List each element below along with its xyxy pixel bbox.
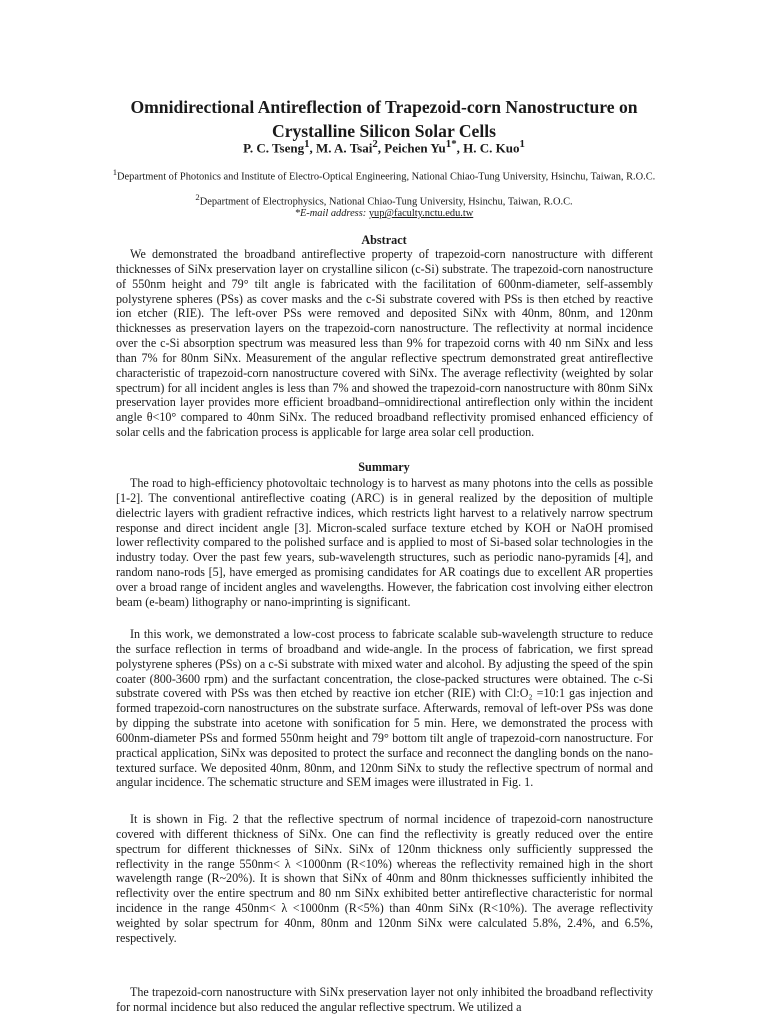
abstract-heading: Abstract bbox=[361, 233, 407, 247]
author-name: H. C. Kuo bbox=[463, 140, 520, 156]
author-name: M. A. Tsai bbox=[315, 140, 373, 156]
author-name: Peichen Yu bbox=[384, 140, 446, 156]
author-affiliation-mark: 2 bbox=[372, 138, 378, 150]
affiliation-mark: 1 bbox=[112, 167, 118, 177]
author-name: P. C. Tseng bbox=[243, 140, 305, 156]
affiliation-2 bbox=[110, 191, 658, 208]
author-affiliation-mark: 1 bbox=[519, 138, 525, 150]
summary-paragraph: In this work, we demonstrated a low-cost process to fabricate scalable sub-wavelength structure to reduce the surface reflection in terms of broadband and wide-angle. In the process of fabrication, we first spread polystyrene spheres (PSs) on a c-Si substrate with mixed water and alcohol. By adjusting the speed of the spin coater (800-3600 rpm) and the surfactant concentration, the close-packed structures were obtained. The c-Si substrate covered with PSs was then etched by reactive ion etcher (RIE) with Cl:O₂ =10:1 gas injection and formed trapezoid-corn nanostructures on the substrate surface. Afterwards, removal of left-over PSs was done by dipping the substrate into acetone with sonification for 5 min. Here, we demonstrated the process with 600nm-diameter PSs and formed 550nm height and 79° bottom tilt angle of trapezoid-corn nanostructure. For practical application, SiNx was deposited to protect the surface and reconnect the dangling bonds on the nano-textured surface. We deposited 40nm, 80nm, and 120nm SiNx to study the reflective spectrum of normal and angular incidence. The schematic structure and SEM images were illustrated in Fig. 1. bbox=[116, 627, 653, 790]
affiliation-mark: 2 bbox=[195, 192, 200, 202]
email-label: *E-mail address: bbox=[294, 208, 367, 219]
paper-title: Omnidirectional Antireflection of Trapezoid-corn Nanostructure on Crystalline Silicon Solar Cells bbox=[130, 97, 638, 141]
summary-paragraph: The trapezoid-corn nanostructure with SiNx preservation layer not only inhibited the broadband reflectivity for normal incidence but also reduced the angular reflective spectrum. We utilized a bbox=[116, 985, 653, 1014]
author-list: P. C. Tseng$^1$, M. A. Tsai$^2$, Peichen $Yu^{1*}$, H. C. Kuo$^1$ bbox=[243, 138, 525, 156]
email-line bbox=[110, 207, 658, 220]
summary-paragraph: It is shown in Fig. 2 that the reflective spectrum of normal incidence of trapezoid-corn nanostructure covered with different thickness of SiNx. One can find the reflectivity is greatly reduced over the entire spectrum for different thicknesses of SiNx. SiNx of 120nm thickness only sufficiently suppressed the reflectivity in the range 550nm< λ <1000nm (R<10%) whereas the reflectivity remained high in the short wavelength range (R~20%). It is shown that SiNx of 40nm and 80nm thicknesses sufficiently inhibited the reflectivity over the entire spectrum and 80 nm SiNx exhibited better antireflective characteristic for normal incidence in the range 450nm< λ <1000nm (R<5%) than 40nm SiNx (R<10%). The average reflectivity weighted by solar spectrum for 40nm, 80nm and 120nm SiNx were calculated 5.8%, 2.4%, and 6.5%, respectively. bbox=[116, 812, 653, 945]
affiliation-text: Department of Electrophysics, National Chiao-Tung University, Hsinchu, Taiwan, R.O.C. bbox=[199, 196, 573, 208]
author-affiliation-mark: 1* bbox=[445, 138, 457, 150]
email-link[interactable]: yup@faculty.nctu.edu.tw bbox=[368, 208, 474, 219]
summary-paragraph: The road to high-efficiency photovoltaic technology is to harvest as many photons into the cells as possible [1-2]. The conventional antireflective coating (ARC) is in general realized by the deposition of multiple dielectric layers with gradient refractive indices, which restricts light harvest to a relatively narrow spectrum response and direct incident angle [3]. Micron-scaled surface texture etched by KOH or NaOH promised lower reflectivity compared to the polished surface and is applied to most of Si-based solar technologies in the industry today. Over the past few years, sub-wavelength structures, such as periodic nano-pyramids [4], and random nano-rods [5], have emerged as promising candidates for AR coatings due to excellent AR properties over a broad range of incident angles and wavelengths. However, the fabrication cost involving either electron beam (e-beam) lithography or nano-imprinting is significant. bbox=[116, 476, 653, 609]
author-affiliation-mark: 1 bbox=[304, 138, 310, 150]
affiliation-text: Department of Photonics and Institute of Electro-Optical Engineering, National Chiao-Tung University, Hsinchu, Taiwan, R.O.C. bbox=[117, 171, 656, 183]
abstract-text: We demonstrated the broadband antireflective property of trapezoid-corn nanostructure with different thicknesses of SiNx preservation layer on crystalline silicon (c-Si) substrate. The trapezoid-corn nanostructure of 550nm height and 79° tilt angle is fabricated with the facilitation of 600nm-diameter, self-assembly polystyrene spheres (PSs) as cover masks and the c-Si substrate covered with PSs is then etched by reactive ion etcher (RIE). The left-over PSs were removed and deposited SiNx with 40nm, 80nm, and 120nm thicknesses as preservation layers on the trapezoid-corn nanostructure. The reflectivity at normal incidence over the c-Si absorption spectrum was measured less than 9% for trapezoid corns with 40 nm SiNx and less than 7% for 80nm SiNx. Measurement of the angular reflective spectrum demonstrated great antireflective characteristic of trapezoid-corn nanostructure covered with SiNx. The average reflectivity (weighted by solar spectrum) for all incident angles is less than 7% and showed the trapezoid-corn nanostructure with 80nm SiNx preservation layer provides more efficient broadband–omnidirectional antireflection only within the incident angle θ<10° compared to 40nm SiNx. The reduced broadband reflectivity promised enhanced efficiency of solar cells and the fabrication process is applicable for large area solar cell production. bbox=[116, 247, 653, 440]
summary-heading: Summary bbox=[358, 460, 410, 474]
affiliation-1 bbox=[110, 166, 658, 183]
